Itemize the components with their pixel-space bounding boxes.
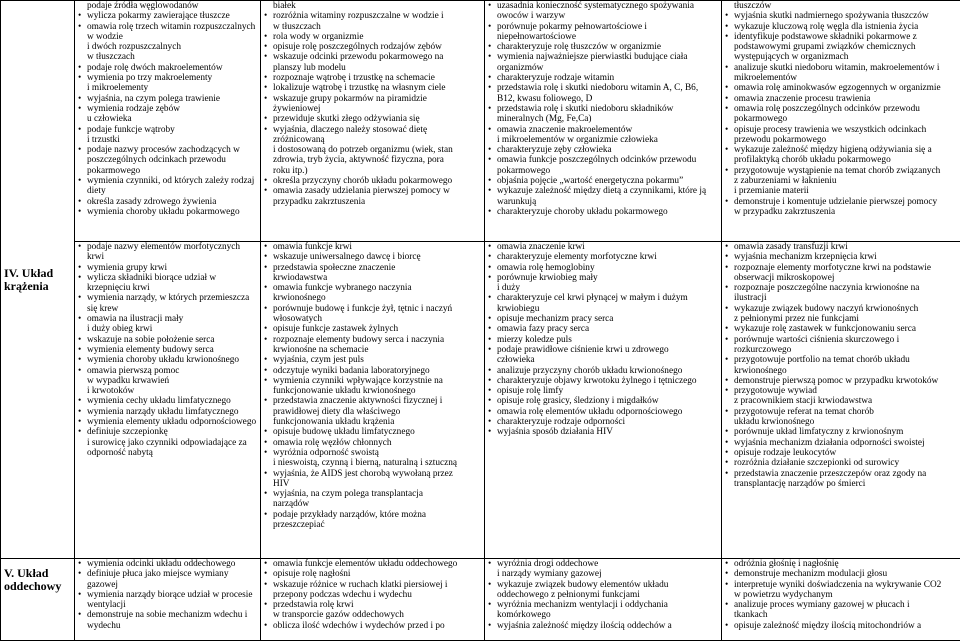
list-item: • interpretuje wyniki doświadczenia na wykrywanie CO2 w powietrzu wydychanym — [725, 580, 958, 601]
list-item: • odróżnia głośnię i nagłośnię — [725, 559, 958, 569]
list-item: tłuszczów — [725, 1, 958, 11]
list-item: • wymienia cechy układu limfatycznego — [78, 396, 258, 406]
list-item: • porównuje wartości ciśnienia skurczowego i rozkurczowego — [725, 335, 958, 356]
list-item: • opisuje rolę limfy — [488, 386, 719, 396]
list-item: • charakteryzuje choroby układu pokarmowego — [488, 207, 719, 217]
list-item: • przedstawia znaczenie aktywności fizycznej i prawidłowej diety dla właściwego funkcjonowania układu krążenia — [264, 396, 482, 427]
list-item: • przygotowuje portfolio na temat chorób układu krwionośnego — [725, 355, 958, 376]
list-item: • omawia rolę węzłów chłonnych — [264, 438, 482, 448]
list-item: • omawia znaczenie makroelementów i mikroelementów w organizmie człowieka — [488, 125, 719, 146]
list-item: • omawia funkcje elementów układu oddechowego — [264, 559, 482, 569]
list-item: • omawia fazy pracy serca — [488, 324, 719, 334]
list-item: • podaje przykłady narządów, które można przeszczepiać — [264, 510, 482, 531]
list-item: • demonstruje na sobie mechanizm wdechu i wydechu — [78, 610, 258, 631]
list-item: • przygotowuje wystąpienie na temat chorób związanych z zaburzeniami w łaknieniu i przemianie materii — [725, 166, 958, 197]
list-item: • opisuje budowę układu limfatycznego — [264, 427, 482, 437]
grade-col-2 — [261, 559, 485, 641]
list-item: • wyjaśnia mechanizm działania odporności swoistej — [725, 438, 958, 448]
list-item: • wykazuje związek budowy elementów układu oddechowego z pełnionymi funkcjami — [488, 580, 719, 601]
list-item: • wyjaśnia, czym jest puls — [264, 355, 482, 365]
list-item: • rozpoznaje elementy budowy serca i naczynia krwionośne na schemacie — [264, 335, 482, 356]
list-item: • opisuje mechanizm pracy serca — [488, 314, 719, 324]
list-item: • wymienia czynniki wpływające korzystnie na funkcjonowanie układu krwionośnego — [264, 376, 482, 397]
bullet-list — [488, 1, 719, 217]
grade-col-2 — [261, 1, 485, 242]
list-item: • opisuje funkcje zastawek żylnych — [264, 324, 482, 334]
list-item: • porównuje krwiobieg mały i duży — [488, 273, 719, 294]
bullet-list — [78, 242, 258, 458]
list-item: • omawia rolę trzech witamin rozpuszczalnych w wodzie i dwóch rozpuszczalnych w tłuszczach — [78, 22, 258, 63]
list-item: • charakteryzuje rolę tłuszczów w organizmie — [488, 42, 719, 52]
list-item: • wylicza składniki biorące udział w krzepnięciu krwi — [78, 273, 258, 294]
list-item: • wyjaśnia sposób działania HIV — [488, 427, 719, 437]
list-item: • omawia znaczenie procesu trawienia — [725, 94, 958, 104]
list-item: • wymienia odcinki układu oddechowego — [78, 559, 258, 569]
list-item: • wykazuje zależność między higieną odżywiania się a profilaktyką chorób układu pokarmowego — [725, 145, 958, 166]
list-item: • lokalizuje wątrobę i trzustkę na własnym ciele — [264, 83, 482, 93]
list-item: • wskazuje odcinki przewodu pokarmowego na planszy lub modelu — [264, 52, 482, 73]
list-item: • wskazuje na sobie położenie serca — [78, 335, 258, 345]
list-item: • opisuje rolę nagłośni — [264, 569, 482, 579]
list-item: • podaje rolę dwóch makroelementów — [78, 63, 258, 73]
list-item: • rozpoznaje wątrobę i trzustkę na schemacie — [264, 73, 482, 83]
grade-col-4 — [722, 559, 960, 641]
list-item: • wymienia elementy budowy serca — [78, 345, 258, 355]
list-item: • porównuje układ limfatyczny z krwionośnym — [725, 427, 958, 437]
list-item: • wymienia grupy krwi — [78, 263, 258, 273]
list-item: • rozróżnia witaminy rozpuszczalne w wodzie i w tłuszczach — [264, 11, 482, 32]
grade-col-3 — [485, 559, 722, 641]
list-item: • omawia pierwszą pomoc w wypadku krwawień i krwotoków — [78, 366, 258, 397]
list-item: • przedstawia rolę krwi w transporcie gazów oddechowych — [264, 600, 482, 621]
list-item: • wymienia choroby układu pokarmowego — [78, 207, 258, 217]
list-item: • opisuje rodzaje leukocytów — [725, 448, 958, 458]
list-item: • wymienia elementy układu odpornościowego — [78, 417, 258, 427]
grade-col-4 — [722, 1, 960, 242]
grade-col-3 — [485, 242, 722, 559]
list-item: • rola wody w organizmie — [264, 32, 482, 42]
list-item: podaje źródła węglowodanów — [78, 1, 258, 11]
list-item: • objaśnia pojęcie „wartość energetyczna pokarmu” — [488, 176, 719, 186]
list-item: • omawia rolę poszczególnych odcinków przewodu pokarmowego — [725, 104, 958, 125]
list-item: • przedstawia społeczne znaczenie krwiodawstwa — [264, 263, 482, 284]
list-item: • wymienia narządy biorące udział w procesie wentylacji — [78, 590, 258, 611]
list-item: • przygotowuje referat na temat chorób układu krwionośnego — [725, 407, 958, 428]
list-item: • wyjaśnia mechanizm krzepnięcia krwi — [725, 252, 958, 262]
list-item: • podaje prawidłowe ciśnienie krwi u zdrowego człowieka — [488, 345, 719, 366]
grade-col-3 — [485, 1, 722, 242]
list-item: • oblicza ilość wdechów i wydechów przed i po — [264, 621, 482, 631]
list-item: • wymienia narządy, w których przemieszcza się krew — [78, 293, 258, 314]
list-item: • odczytuje wyniki badania laboratoryjnego — [264, 366, 482, 376]
bullet-list — [78, 1, 258, 217]
list-item: • podaje nazwy procesów zachodzących w poszczególnych odcinkach przewodu pokarmowego — [78, 145, 258, 176]
list-item: • wyjaśnia, dlaczego należy stosować dietę zróżnicowaną i dostosowaną do potrzeb organizmu (wiek, stan zdrowia, tryb życia, aktywność fizyczna, pora roku itp.) — [264, 125, 482, 176]
list-item: • wskazuje różnice w ruchach klatki piersiowej i przepony podczas wdechu i wydechu — [264, 580, 482, 601]
list-item: • wykazuje kluczową rolę węgla dla istnienia życia — [725, 22, 958, 32]
list-item: • demonstruje pierwszą pomoc w przypadku krwotoków — [725, 376, 958, 386]
list-item: • opisuje zależność między ilością mitochondriów a — [725, 621, 958, 631]
list-item: • przedstawia rolę i skutki niedoboru witamin A, C, B6, B12, kwasu foliowego, D — [488, 83, 719, 104]
list-item: • charakteryzuje elementy morfotyczne krwi — [488, 252, 719, 262]
list-item: • charakteryzuje cel krwi płynącej w małym i dużym krwiobiegu — [488, 293, 719, 314]
list-item: • wyróżnia odporność swoistą i nieswoistą, czynną i bierną, naturalną i sztuczną — [264, 448, 482, 469]
list-item: • omawia znaczenie krwi — [488, 242, 719, 252]
list-item: • wymienia rodzaje zębów u człowieka — [78, 104, 258, 125]
table-row — [1, 559, 960, 641]
list-item: • przedstawia rolę i skutki niedoboru składników mineralnych (Mg, Fe,Ca) — [488, 104, 719, 125]
list-item: • omawia rolę elementów układu odpornościowego — [488, 407, 719, 417]
list-item: • opisuje procesy trawienia we wszystkich odcinkach przewodu pokarmowego — [725, 125, 958, 146]
list-item: • przedstawia znaczenie przeszczepów oraz zgody na transplantację narządów po śmierci — [725, 469, 958, 490]
list-item: • rozpoznaje poszczególne naczynia krwionośne na ilustracji — [725, 283, 958, 304]
list-item: • wymienia narządy układu limfatycznego — [78, 407, 258, 417]
list-item: • omawia funkcje wybranego naczynia krwionośnego — [264, 283, 482, 304]
list-item: • analizuje przyczyny chorób układu krwionośnego — [488, 366, 719, 376]
bullet-list — [264, 242, 482, 530]
list-item: • wyróżnia mechanizm wentylacji i oddychania komórkowego — [488, 600, 719, 621]
list-item: • identyfikuje podstawowe składniki pokarmowe z podstawowymi grupami związków chemicznych występujących w organizmach — [725, 32, 958, 63]
grade-col-1 — [75, 559, 261, 641]
list-item: • rozpoznaje elementy morfotyczne krwi na podstawie obserwacji mikroskopowej — [725, 263, 958, 284]
list-item: • podaje nazwy elementów morfotycznych krwi — [78, 242, 258, 263]
bullet-list — [725, 1, 958, 217]
list-item: • wymienia choroby układu krwionośnego — [78, 355, 258, 365]
list-item: • wyjaśnia skutki nadmiernego spożywania tłuszczów — [725, 11, 958, 21]
bullet-list — [264, 1, 482, 207]
list-item: • przewiduje skutki złego odżywiania się — [264, 114, 482, 124]
list-item: • mierzy koledze puls — [488, 335, 719, 345]
list-item: • wyjaśnia, że AIDS jest chorobą wywołaną przez HIV — [264, 469, 482, 490]
list-item: • charakteryzuje rodzaje odporności — [488, 417, 719, 427]
list-item: • demonstruje i komentuje udzielanie pierwszej pomocy w przypadku zakrztuszenia — [725, 197, 958, 218]
list-item: • wylicza pokarmy zawierające tłuszcze — [78, 11, 258, 21]
bullet-list — [725, 559, 958, 631]
list-item: • omawia rolę hemoglobiny — [488, 263, 719, 273]
list-item: • omawia na ilustracji mały i duży obieg krwi — [78, 314, 258, 335]
list-item: • charakteryzuje zęby człowieka — [488, 145, 719, 155]
list-item: • analizuje skutki niedoboru witamin, makroelementów i mikroelementów — [725, 63, 958, 84]
grade-col-2 — [261, 242, 485, 559]
list-item: • wymienia czynniki, od których zależy rodzaj diety — [78, 176, 258, 197]
grade-col-1 — [75, 242, 261, 559]
list-item: • definiuje płuca jako miejsce wymiany gazowej — [78, 569, 258, 590]
list-item: • przygotowuje wywiad z pracownikiem stacji krwiodawstwa — [725, 386, 958, 407]
list-item: • wskazuje uniwersalnego dawcę i biorcę — [264, 252, 482, 262]
list-item: • analizuje proces wymiany gazowej w płucach i tkankach — [725, 600, 958, 621]
list-item: • wykazuje rolę zastawek w funkcjonowaniu serca — [725, 324, 958, 334]
list-item: • określa zasady zdrowego żywienia — [78, 197, 258, 207]
grade-col-4 — [722, 242, 960, 559]
section-label-respiratory: V. Układ oddechowy — [1, 559, 75, 641]
list-item: • wyjaśnia zależność między ilością oddechów a — [488, 621, 719, 631]
list-item: • charakteryzuje objawy krwotoku żylnego i tętniczego — [488, 376, 719, 386]
list-item: • podaje funkcje wątroby i trzustki — [78, 125, 258, 146]
list-item: • uzasadnia konieczność systematycznego spożywania owoców i warzyw — [488, 1, 719, 22]
bullet-list — [264, 559, 482, 631]
list-item: • wyjaśnia, na czym polega trawienie — [78, 94, 258, 104]
bullet-list — [488, 242, 719, 438]
list-item: • omawia funkcje krwi — [264, 242, 482, 252]
list-item: • charakteryzuje rodzaje witamin — [488, 73, 719, 83]
list-item: • omawia zasady transfuzji krwi — [725, 242, 958, 252]
list-item: • omawia rolę aminokwasów egzogennych w organizmie — [725, 83, 958, 93]
grade-col-1 — [75, 1, 261, 242]
list-item: • wykazuje związek budowy naczyń krwionośnych z pełnionymi przez nie funkcjami — [725, 304, 958, 325]
list-item: • opisuje rolę grasicy, śledziony i migdałków — [488, 396, 719, 406]
list-item: • wyróżnia drogi oddechowe i narządy wymiany gazowej — [488, 559, 719, 580]
list-item: • opisuje rolę poszczególnych rodzajów zębów — [264, 42, 482, 52]
table-row — [1, 1, 960, 242]
list-item: • porównuje budowę i funkcje żył, tętnic i naczyń włosowatych — [264, 304, 482, 325]
list-item: • wykazuje zależność między dietą a czynnikami, które ją warunkują — [488, 186, 719, 207]
list-item: • wymienia najważniejsze pierwiastki budujące ciała organizmów — [488, 52, 719, 73]
list-item: białek — [264, 1, 482, 11]
list-item: • wymienia po trzy makroelementy i mikroelementy — [78, 73, 258, 94]
list-item: • określa przyczyny chorób układu pokarmowego — [264, 176, 482, 186]
section-label-circulatory: IV. Układ krążenia — [1, 1, 75, 559]
list-item: • omawia funkcje poszczególnych odcinków przewodu pokarmowego — [488, 155, 719, 176]
bullet-list — [725, 242, 958, 489]
table-row — [1, 242, 960, 559]
list-item: • demonstruje mechanizm modulacji głosu — [725, 569, 958, 579]
list-item: • wyjaśnia, na czym polega transplantacja narządów — [264, 489, 482, 510]
bullet-list — [488, 559, 719, 631]
bullet-list — [78, 559, 258, 631]
list-item: • rozróżnia działanie szczepionki od surowicy — [725, 458, 958, 468]
list-item: • omawia zasady udzielania pierwszej pomocy w przypadku zakrztuszenia — [264, 186, 482, 207]
list-item: • definiuje szczepionkę i surowicę jako czynniki odpowiadające za odporność nabytą — [78, 427, 258, 458]
list-item: • wskazuje grupy pokarmów na piramidzie żywieniowej — [264, 94, 482, 115]
list-item: • porównuje pokarmy pełnowartościowe i niepełnowartościowe — [488, 22, 719, 43]
